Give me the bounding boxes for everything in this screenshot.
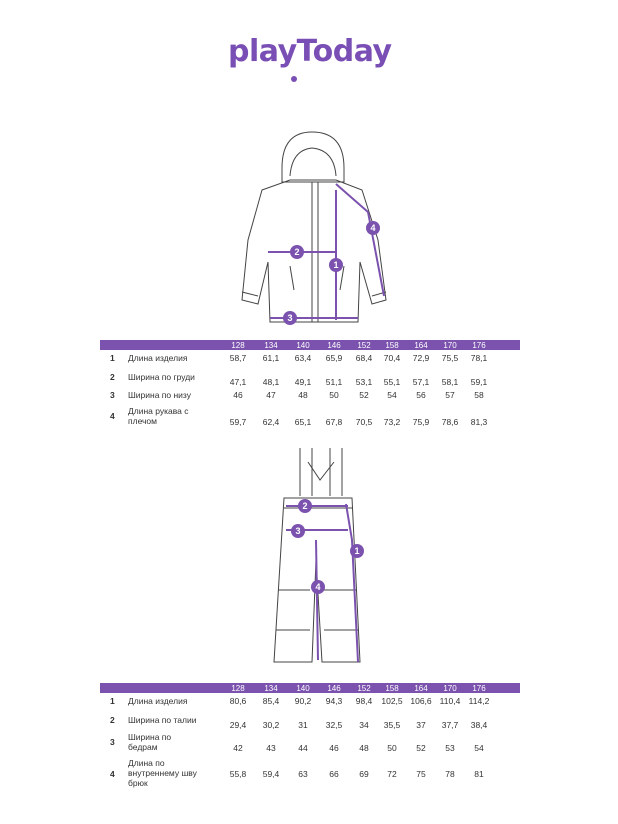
cell: 94,3 (325, 696, 343, 706)
cell: 73,2 (383, 417, 401, 427)
cell: 34 (359, 720, 369, 730)
cell: 85,4 (262, 696, 280, 706)
row-number: 2 (110, 715, 115, 725)
size-header: 146 (327, 684, 341, 693)
size-header: 152 (357, 341, 371, 350)
size-header: 158 (385, 684, 399, 693)
cell: 58,7 (229, 353, 247, 363)
size-header: 140 (296, 341, 310, 350)
row-number: 1 (110, 353, 115, 363)
size-header: 170 (443, 341, 457, 350)
size-header: 152 (357, 684, 371, 693)
pants-marker-2: 2 (302, 501, 308, 511)
cell: 57 (445, 390, 455, 400)
cell: 69 (359, 769, 369, 779)
cell: 44 (298, 743, 308, 753)
cell: 29,4 (229, 720, 247, 730)
row-label: Длина по внутреннему шву брюк (128, 758, 197, 788)
cell: 59,7 (229, 417, 247, 427)
size-header: 134 (264, 341, 278, 350)
jacket-markers (283, 221, 380, 325)
cell: 42 (233, 743, 243, 753)
cell: 31 (298, 720, 308, 730)
jacket-marker-2: 2 (294, 247, 300, 257)
cell: 81,3 (470, 417, 488, 427)
cell: 75,9 (412, 417, 430, 427)
row-label: Длина изделия (128, 696, 188, 706)
row-label: Длина изделия (128, 353, 188, 363)
cell: 54 (474, 743, 484, 753)
cell: 90,2 (294, 696, 312, 706)
cell: 81 (474, 769, 484, 779)
cell: 65,1 (294, 417, 312, 427)
cell: 70,4 (383, 353, 401, 363)
row-number: 4 (110, 769, 115, 779)
cell: 58 (474, 390, 484, 400)
pants-marker-3: 3 (295, 526, 301, 536)
cell: 49,1 (294, 377, 312, 387)
cell: 48,1 (262, 377, 280, 387)
cell: 50 (387, 743, 397, 753)
cell: 65,9 (325, 353, 343, 363)
jacket-marker-3: 3 (287, 313, 293, 323)
cell: 35,5 (383, 720, 401, 730)
cell: 47 (266, 390, 276, 400)
size-header: 164 (414, 684, 428, 693)
cell: 30,2 (262, 720, 280, 730)
cell: 51,1 (325, 377, 343, 387)
cell: 78,1 (470, 353, 488, 363)
row-label: Ширина по груди (128, 372, 195, 382)
cell: 50 (329, 390, 339, 400)
cell: 52 (359, 390, 369, 400)
pants-marker-4: 4 (315, 582, 321, 592)
size-header: 128 (231, 684, 245, 693)
cell: 55,8 (229, 769, 247, 779)
cell: 52 (416, 743, 426, 753)
cell: 54 (387, 390, 397, 400)
cell: 48 (298, 390, 308, 400)
cell: 43 (266, 743, 276, 753)
size-header: 146 (327, 341, 341, 350)
cell: 66 (329, 769, 339, 779)
size-header: 140 (296, 684, 310, 693)
jacket-marker-1: 1 (333, 260, 339, 270)
row-number: 4 (110, 411, 115, 421)
cell: 102,5 (381, 696, 403, 706)
cell: 78,6 (441, 417, 459, 427)
cell: 78 (445, 769, 455, 779)
row-label: Длина рукава с плечом (128, 406, 189, 426)
size-header: 158 (385, 341, 399, 350)
size-header: 170 (443, 684, 457, 693)
cell: 59,4 (262, 769, 280, 779)
cell: 75,5 (441, 353, 459, 363)
cell: 55,1 (383, 377, 401, 387)
cell: 58,1 (441, 377, 459, 387)
cell: 59,1 (470, 377, 488, 387)
size-header: 164 (414, 341, 428, 350)
cell: 63 (298, 769, 308, 779)
jacket-drawing (242, 132, 386, 322)
row-label: Ширина по низу (128, 390, 191, 400)
cell: 32,5 (325, 720, 343, 730)
row-label: Ширина по талии (128, 715, 197, 725)
cell: 46 (233, 390, 243, 400)
row-number: 1 (110, 696, 115, 706)
row-number: 3 (110, 737, 115, 747)
row-number: 3 (110, 390, 115, 400)
cell: 53 (445, 743, 455, 753)
cell: 110,4 (439, 696, 461, 706)
cell: 61,1 (262, 353, 280, 363)
cell: 68,4 (355, 353, 373, 363)
size-header: 128 (231, 341, 245, 350)
cell: 72,9 (412, 353, 430, 363)
cell: 57,1 (412, 377, 430, 387)
cell: 106,6 (410, 696, 432, 706)
cell: 98,4 (355, 696, 373, 706)
pants-table-header (100, 683, 520, 693)
cell: 75 (416, 769, 426, 779)
cell: 72 (387, 769, 397, 779)
size-header: 176 (472, 684, 486, 693)
pants-marker-1: 1 (354, 546, 360, 556)
cell: 47,1 (229, 377, 247, 387)
jacket-table-header (100, 340, 520, 350)
row-label: Ширина по бедрам (128, 732, 172, 752)
cell: 80,6 (229, 696, 247, 706)
jacket-marker-4: 4 (370, 223, 376, 233)
cell: 63,4 (294, 353, 312, 363)
brand-logo: playToday (228, 34, 392, 69)
cell: 67,8 (325, 417, 343, 427)
cell: 37 (416, 720, 426, 730)
cell: 37,7 (441, 720, 459, 730)
cell: 53,1 (355, 377, 373, 387)
cell: 38,4 (470, 720, 488, 730)
cell: 70,5 (355, 417, 373, 427)
cell: 56 (416, 390, 426, 400)
cell: 62,4 (262, 417, 280, 427)
cell: 46 (329, 743, 339, 753)
size-header: 134 (264, 684, 278, 693)
size-header: 176 (472, 341, 486, 350)
cell: 48 (359, 743, 369, 753)
cell: 114,2 (468, 696, 490, 706)
row-number: 2 (110, 372, 115, 382)
